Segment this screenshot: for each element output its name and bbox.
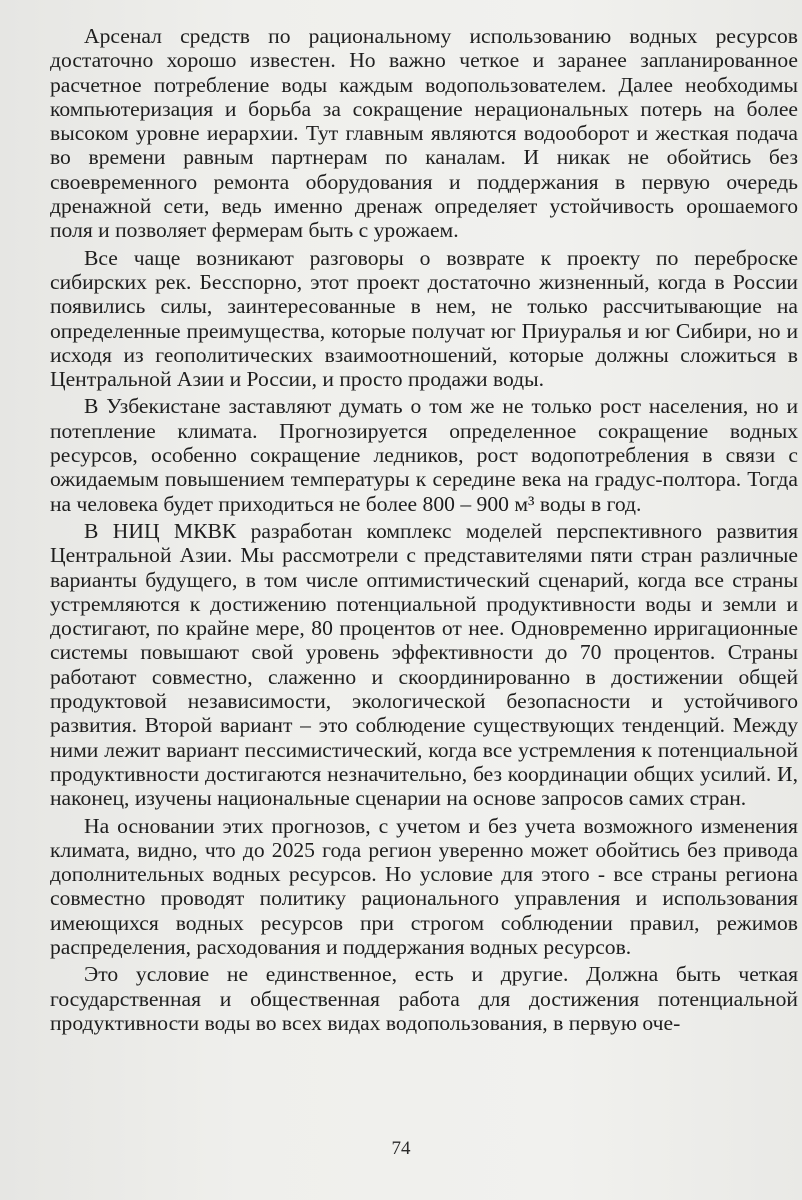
paragraph: Все чаще возникают разговоры о возврате к проекту по переброске сибирских рек. Бесспорно, этот проект достаточно жизненный, когда в России появились силы, заинтересованные в нем, не только рассчитывающие на определенные преимущества, которые получат юг Приуралья и юг Сибири, но и исходя из геополитических взаимоотношений, которые должны сложиться в Центральной Азии и России, и просто продажи воды. (50, 245, 798, 392)
body-text (50, 24, 798, 1038)
page-number: 74 (391, 1138, 411, 1159)
paragraph: В НИЦ МКВК разработан комплекс моделей перспективного развития Центральной Азии. Мы рассмотрели с представителями пяти стран различные варианты будущего, в том числе оптимистический сценарий, когда все страны устремляются к достижению потенциальной продуктивности воды и земли и достигают, по крайне мере, 80 процентов от нее. Одновременно ирригационные системы повышают свой уровень эффективности до 70 процентов. Страны работают совместно, слаженно и скоординированно в достижении общей продуктовой независимости, экологической безопасности и устойчивого развития. Второй вариант – это соблюдение существующих тенденций. Между ними лежит вариант пессимистический, когда все устремления к потенциальной продуктивности достигаются незначительно, без координации общих усилий. И, наконец, изучены национальные сценарии на основе запросов самих стран. (50, 518, 798, 811)
paragraph: В Узбекистане заставляют думать о том же не только рост населения, но и потепление климата. Прогнозируется определенное сокращение водных ресурсов, особенно сокращение ледников, рост водопотребления в связи с ожидаемым повышением температуры к середине века на градус-полтора. Тогда на человека будет приходиться не более 800 – 900 м³ воды в год. (50, 394, 798, 516)
paragraph: Арсенал средств по рациональному использованию водных ресурсов достаточно хорошо известен. Но важно четкое и заранее запланированное расчетное потребление воды каждым водопользователем. Далее необходимы компьютеризация и борьба за сокращение нерациональных потерь на более высоком уровне иерархии. Тут главным являются водооборот и жесткая подача во времени равным партнерам по каналам. И никак не обойтись без своевременного ремонта оборудования и поддержания в первую очередь дренажной сети, ведь именно дренаж определяет устойчивость орошаемого поля и позволяет фермерам быть с урожаем. (50, 24, 798, 243)
paragraph: На основании этих прогнозов, с учетом и без учета возможного изменения климата, видно, что до 2025 года регион уверенно может обойтись без привода дополнительных водных ресурсов. Но условие для этого - все страны региона совместно проводят политику рационального управления и использования имеющихся водных ресурсов при строгом соблюдении правил, режимов распределения, расходования и поддержания водных ресурсов. (50, 813, 798, 959)
paragraph: Это условие не единственное, есть и другие. Должна быть четкая государственная и общественная работа для достижения потенциальной продуктивности воды во всех видах водопользования, в первую оче- (50, 962, 798, 1035)
